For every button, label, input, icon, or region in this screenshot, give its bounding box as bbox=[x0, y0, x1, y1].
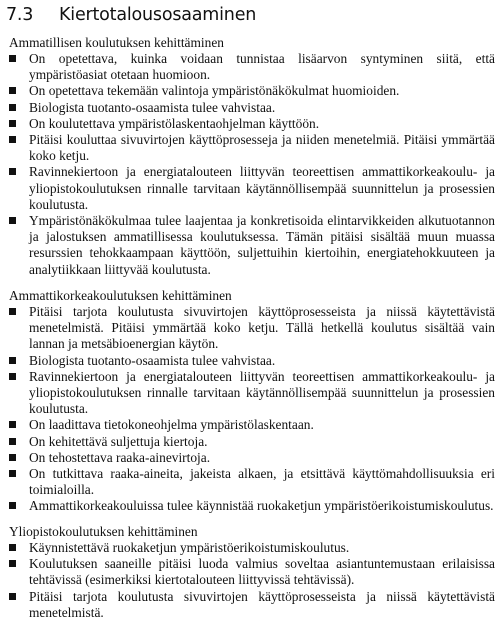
university-education-section bbox=[9, 524, 495, 621]
list-item bbox=[9, 100, 495, 116]
square-bullet-icon bbox=[9, 87, 16, 94]
square-bullet-icon bbox=[9, 104, 16, 111]
list-item-text: Biologista tuotanto-osaamista tulee vahvistaa. bbox=[29, 352, 276, 368]
square-bullet-icon bbox=[9, 373, 16, 380]
list-item-text: Ammattikorkeakouluissa tulee käynnistää ruokaketjun ympäristöerikoistumiskoulutus. bbox=[29, 498, 494, 514]
list-item-text: On tehostettava raaka-ainevirtoja. bbox=[29, 449, 211, 465]
square-bullet-icon bbox=[9, 560, 16, 567]
list-item-text: On kehitettävä suljettuja kiertoja. bbox=[29, 433, 208, 449]
square-bullet-icon bbox=[9, 544, 16, 551]
list-item-text: Ravinnekiertoon ja energiatalouteen liittyvän teoreettisen ammattikorkeakoulu- ja yliopistokoulutuksen rinnalle tarvitaan käytännöllisempää suunnittelun ja prosessien koulutusta. bbox=[29, 368, 495, 417]
square-bullet-icon bbox=[9, 421, 16, 428]
list-item bbox=[9, 51, 495, 83]
list-item bbox=[9, 213, 495, 278]
section-title: Kiertotalousosaaminen bbox=[59, 5, 257, 25]
list-item-text: Pitäisi tarjota koulutusta sivuvirtojen käyttöprosesseista ja niissä käytettävistä menetelmistä. bbox=[29, 588, 495, 620]
bullet-list bbox=[9, 540, 495, 621]
vocational-education-section bbox=[9, 35, 495, 278]
list-item bbox=[9, 417, 495, 433]
list-item-text: Biologista tuotanto-osaamista tulee vahvistaa. bbox=[29, 99, 276, 115]
list-item bbox=[9, 540, 495, 556]
section-number: 7.3 bbox=[6, 5, 34, 25]
square-bullet-icon bbox=[9, 308, 16, 315]
list-item bbox=[9, 353, 495, 369]
list-item bbox=[9, 83, 495, 99]
list-item bbox=[9, 466, 495, 498]
square-bullet-icon bbox=[9, 593, 16, 600]
list-item-text: Pitäisi kouluttaa sivuvirtojen käyttöprosesseja ja niiden menetelmiä. Pitäisi ymmärtää koko ketju. bbox=[29, 132, 495, 164]
square-bullet-icon bbox=[9, 120, 16, 127]
square-bullet-icon bbox=[9, 470, 16, 477]
bullet-list bbox=[9, 51, 495, 278]
list-item bbox=[9, 498, 495, 514]
square-bullet-icon bbox=[9, 454, 16, 461]
list-item-text: Käynnistettävä ruokaketjun ympäristöerikoistumiskoulutus. bbox=[29, 540, 350, 555]
list-item-text: Koulutuksen saaneille pitäisi luoda valmius soveltaa asiantuntemustaan erilaisissa tehtävissä (esimerkiksi kiertotalouteen liittyvissä tehtävissä). bbox=[29, 556, 495, 588]
bullet-list bbox=[9, 304, 495, 515]
list-item-text: On koulutettava ympäristölaskentaohjelman käyttöön. bbox=[29, 115, 320, 131]
list-item-text: On opetettava tekemään valintoja ympäristönäkökulmat huomioiden. bbox=[29, 83, 400, 99]
list-item-text: On laadittava tietokoneohjelma ympäristölaskentaan. bbox=[29, 417, 314, 433]
list-item bbox=[9, 116, 495, 132]
list-item bbox=[9, 304, 495, 353]
list-item bbox=[9, 589, 495, 621]
list-item-text: Ympäristönäkökulmaa tulee laajentaa ja konkretisoida elintarvikkeiden alkutuotannon ja jalostuksen ammatillisessa koulutuksessa. Tämän pitäisi sisältää muun muassa resurssien tehokkaampaan käyttöön, suljettuihin kiertoihin, energiatehokkuuteen ja analytiikkaan liittyvää koulutusta. bbox=[29, 213, 495, 277]
list-item bbox=[9, 450, 495, 466]
square-bullet-icon bbox=[9, 438, 16, 445]
list-item bbox=[9, 164, 495, 213]
list-item-text: Pitäisi tarjota koulutusta sivuvirtojen käyttöprosesseista ja niissä käytettävistä menetelmistä. Pitäisi ymmärtää koko ketju. Tällä hetkellä koulutus sisältää vain lannan ja metsäbioenergian käytön. bbox=[29, 304, 495, 352]
subsection-title: Ammattikorkeakoulutuksen kehittäminen bbox=[9, 288, 232, 303]
square-bullet-icon bbox=[9, 217, 16, 224]
list-item bbox=[9, 132, 495, 164]
applied-sciences-section bbox=[9, 288, 495, 515]
section-heading bbox=[6, 5, 256, 31]
subsection-title: Ammatillisen koulutuksen kehittäminen bbox=[9, 35, 224, 50]
subsection-title: Yliopistokoulutuksen kehittäminen bbox=[9, 524, 198, 539]
square-bullet-icon bbox=[9, 357, 16, 364]
square-bullet-icon bbox=[9, 502, 16, 509]
list-item-text: Ravinnekiertoon ja energiatalouteen liittyvän teoreettisen ammattikorkeakoulu- ja yliopistokoulutuksen rinnalle tarvitaan käytännöllisempää suunnittelun ja prosessien koulutusta. bbox=[29, 164, 495, 212]
square-bullet-icon bbox=[9, 136, 16, 143]
square-bullet-icon bbox=[9, 168, 16, 175]
square-bullet-icon bbox=[9, 55, 16, 62]
list-item-text: On opetettava, kuinka voidaan tunnistaa lisäarvon syntyminen siitä, että ympäristöasiat otetaan huomioon. bbox=[29, 51, 495, 83]
list-item bbox=[9, 434, 495, 450]
list-item bbox=[9, 556, 495, 588]
list-item-text: On tutkittava raaka-aineita, jakeista alkaen, ja etsittävä käyttömahdollisuuksia eri toimialoilla. bbox=[29, 466, 495, 498]
list-item bbox=[9, 369, 495, 418]
